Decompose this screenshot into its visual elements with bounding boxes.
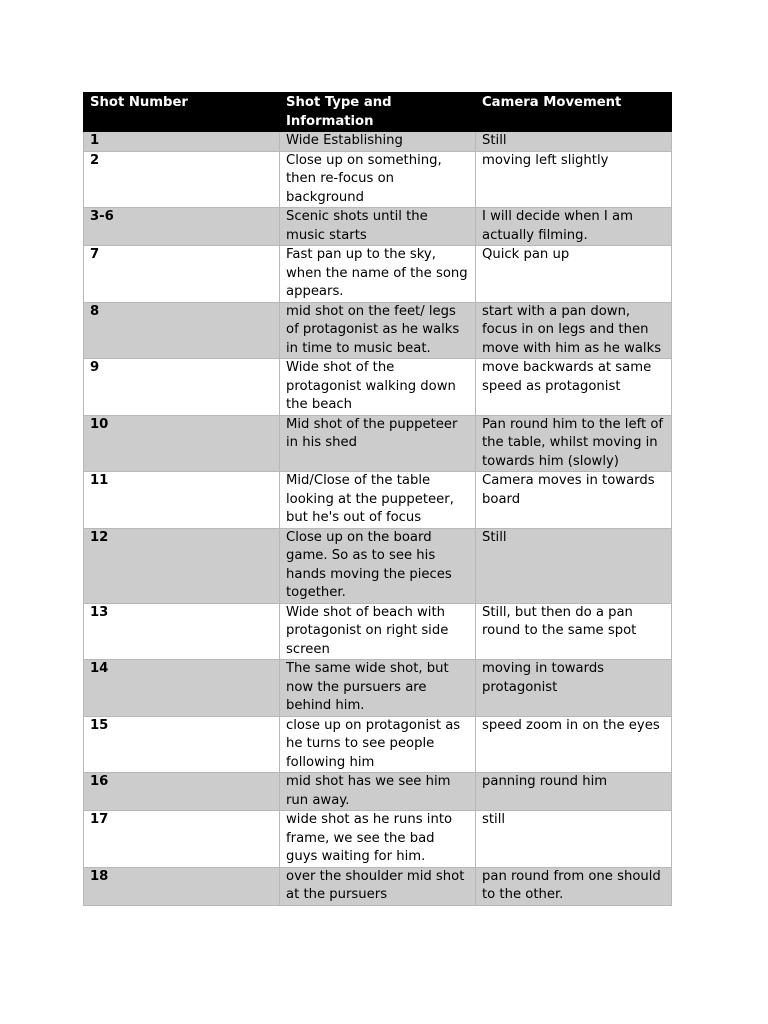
shot-type-cell: Close up on something, then re-focus on background [280,151,476,208]
camera-movement-cell: Still [476,132,672,152]
shot-number-cell: 3-6 [84,208,280,246]
shot-type-cell: Fast pan up to the sky, when the name of the song appears. [280,246,476,303]
shot-number-cell: 7 [84,246,280,303]
shot-number-cell: 1 [84,132,280,152]
table-row [84,716,672,773]
camera-movement-cell: moving in towards protagonist [476,660,672,717]
camera-movement-cell: Still [476,528,672,603]
shot-type-cell: Wide shot of beach with protagonist on right side screen [280,603,476,660]
shot-type-cell: Wide shot of the protagonist walking down the beach [280,359,476,416]
table-row [84,603,672,660]
camera-movement-cell: start with a pan down, focus in on legs and then move with him as he walks [476,302,672,359]
camera-movement-cell: I will decide when I am actually filming. [476,208,672,246]
shot-number-cell: 2 [84,151,280,208]
shot-number-cell: 8 [84,302,280,359]
shot-number-cell: 15 [84,716,280,773]
shot-type-cell: Mid shot of the puppeteer in his shed [280,415,476,472]
camera-movement-cell: Quick pan up [476,246,672,303]
table-row [84,472,672,529]
table-row [84,151,672,208]
shot-type-cell: mid shot has we see him run away. [280,773,476,811]
table-row [84,415,672,472]
shot-list-table [83,92,672,906]
table-row [84,773,672,811]
table-row [84,867,672,905]
shot-type-cell: Wide Establishing [280,132,476,152]
shot-number-cell: 18 [84,867,280,905]
table-row [84,811,672,868]
header-shot-type: Shot Type and Information [280,93,476,132]
shot-number-cell: 14 [84,660,280,717]
camera-movement-cell: panning round him [476,773,672,811]
shot-type-cell: Scenic shots until the music starts [280,208,476,246]
table-row [84,246,672,303]
table-header [84,93,672,132]
header-camera-movement: Camera Movement [476,93,672,132]
camera-movement-cell: moving left slightly [476,151,672,208]
table-row [84,132,672,152]
shot-type-cell: wide shot as he runs into frame, we see the bad guys waiting for him. [280,811,476,868]
shot-number-cell: 9 [84,359,280,416]
camera-movement-cell: Pan round him to the left of the table, whilst moving in towards him (slowly) [476,415,672,472]
table-row [84,528,672,603]
shot-type-cell: close up on protagonist as he turns to see people following him [280,716,476,773]
shot-number-cell: 10 [84,415,280,472]
header-shot-number: Shot Number [84,93,280,132]
table-row [84,302,672,359]
shot-type-cell: The same wide shot, but now the pursuers are behind him. [280,660,476,717]
camera-movement-cell: move backwards at same speed as protagonist [476,359,672,416]
shot-type-cell: over the shoulder mid shot at the pursuers [280,867,476,905]
table-row [84,208,672,246]
header-row [84,93,672,132]
shot-number-cell: 12 [84,528,280,603]
shot-type-cell: Mid/Close of the table looking at the puppeteer, but he's out of focus [280,472,476,529]
shot-number-cell: 16 [84,773,280,811]
camera-movement-cell: Camera moves in towards board [476,472,672,529]
shot-number-cell: 13 [84,603,280,660]
camera-movement-cell: still [476,811,672,868]
camera-movement-cell: pan round from one should to the other. [476,867,672,905]
table-row [84,660,672,717]
shot-number-cell: 17 [84,811,280,868]
shot-type-cell: Close up on the board game. So as to see his hands moving the pieces together. [280,528,476,603]
shot-number-cell: 11 [84,472,280,529]
camera-movement-cell: Still, but then do a pan round to the same spot [476,603,672,660]
table-row [84,359,672,416]
camera-movement-cell: speed zoom in on the eyes [476,716,672,773]
shot-type-cell: mid shot on the feet/ legs of protagonist as he walks in time to music beat. [280,302,476,359]
table-body [84,132,672,906]
